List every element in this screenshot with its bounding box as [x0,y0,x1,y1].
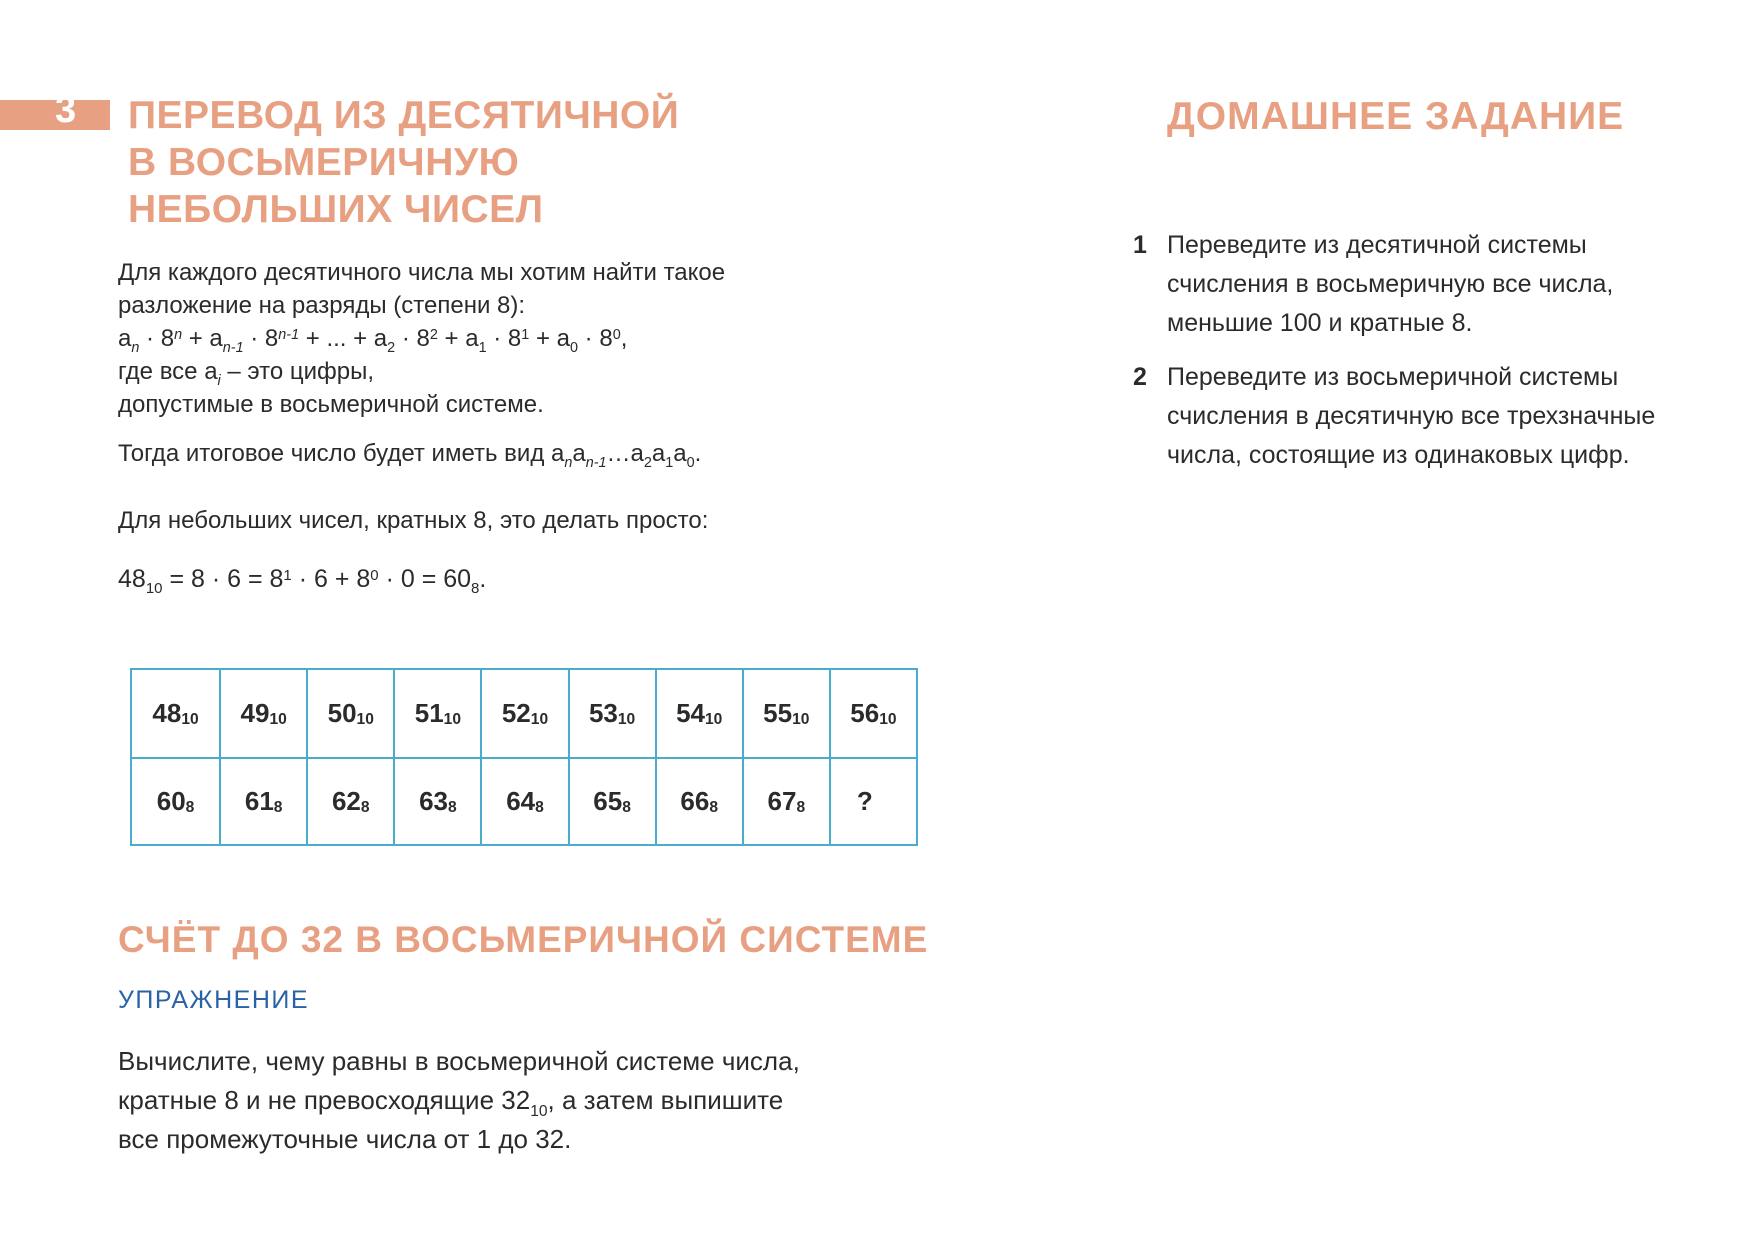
homework-title: ДОМАШНЕЕ ЗАДАНИЕ [1167,95,1625,138]
result-form-paragraph: Тогда итоговое число будет иметь вид $a_na_{n-1}\dots a_2a_1a_0$. [118,440,702,472]
homework-line: меньшие 100 и кратные 8. [1167,309,1473,337]
table-cell-decimal: 55 $_{10}$ [742,670,829,757]
exercise-line: Вычислите, чему равны в восьмеричной системе числа, [118,1046,800,1076]
table-cell-decimal: 49 $_{10}$ [219,670,306,757]
intro-line: разложение на разряды (степени 8): [118,292,526,319]
table-cell-octal: 65 $_8$ [568,757,655,844]
homework-line: Переведите из десятичной системы [1167,231,1587,259]
homework-line: числа, состоящие из одинаковых цифр. [1167,441,1630,469]
table-cell-decimal: 53 $_{10}$ [568,670,655,757]
table-cell-decimal: 52 $_{10}$ [480,670,567,757]
exercise-line: все промежуточные числа от 1 до 32. [118,1124,572,1154]
homework-item [1133,226,1673,343]
intro-line: где все $a_i$ – это цифры, [118,358,375,390]
decomposition-formula: $a_n \cdot 8^n + a_{n-1} \cdot 8^{n-1}$ + ... + $a_2 \cdot 8^2 + a_1 \cdot 8^1 + a_0 \cdot 8^0$, [118,325,628,357]
table-cell-decimal: 56 $_{10}$ [829,670,916,757]
intro-line: допустимые в восьмеричной системе. [118,391,544,418]
section-title [128,92,679,233]
homework-list [1133,226,1673,490]
example-formula: $48_{10} = 8 \cdot 6 = 8^1 \cdot 6 + 8^0 \cdot 0 = 60_8$. [118,565,487,598]
table-cell-octal: 63 $_8$ [393,757,480,844]
intro-paragraph [118,256,725,421]
exercise-label: УПРАЖНЕНИЕ [118,986,310,1014]
section-title-line: ПЕРЕВОД ИЗ ДЕСЯТИЧНОЙ [128,94,680,137]
homework-item-number: 1 [1133,231,1147,259]
exercise-paragraph [118,1042,800,1159]
exercise-line: кратные 8 и не превосходящие $32_{10}$, а затем выпишите [118,1085,784,1120]
table-cell-octal: 64 $_8$ [480,757,567,844]
table-cell-unknown: ? [829,757,916,844]
table-cell-octal: 60 $_8$ [132,757,219,844]
intro-line: Для каждого десятичного числа мы хотим найти такое [118,259,726,286]
table-cell-octal: 67 $_8$ [742,757,829,844]
section-title-line: В ВОСЬМЕРИЧНУЮ [128,141,520,184]
table-cell-decimal: 48 $_{10}$ [152,698,199,729]
homework-item [1133,358,1673,475]
chapter-number: 3 [55,89,77,131]
table-cell-decimal: 54 $_{10}$ [655,670,742,757]
homework-line: счисления в восьмеричную все числа, [1167,270,1614,298]
homework-line: счисления в десятичную все трехзначные [1167,402,1656,430]
homework-item-text [1167,226,1613,343]
table-cell-octal: 66 $_8$ [655,757,742,844]
conversion-table [130,668,918,846]
homework-line: Переведите из восьмеричной системы [1167,363,1619,391]
section2-title: СЧЁТ ДО 32 В ВОСЬМЕРИЧНОЙ СИСТЕМЕ [118,919,929,960]
chapter-marker-bar [0,89,110,131]
table-cell-decimal: 51 $_{10}$ [393,670,480,757]
homework-item-number: 2 [1133,363,1147,391]
table-cell-octal: 61 $_8$ [219,757,306,844]
table-cell-decimal: 50 $_{10}$ [306,670,393,757]
table-cell-octal: 62 $_8$ [306,757,393,844]
simple-case-paragraph: Для небольших чисел, кратных 8, это делать просто: [118,507,709,534]
section-title-line: НЕБОЛЬШИХ ЧИСЕЛ [128,188,544,231]
homework-item-text [1167,358,1655,475]
